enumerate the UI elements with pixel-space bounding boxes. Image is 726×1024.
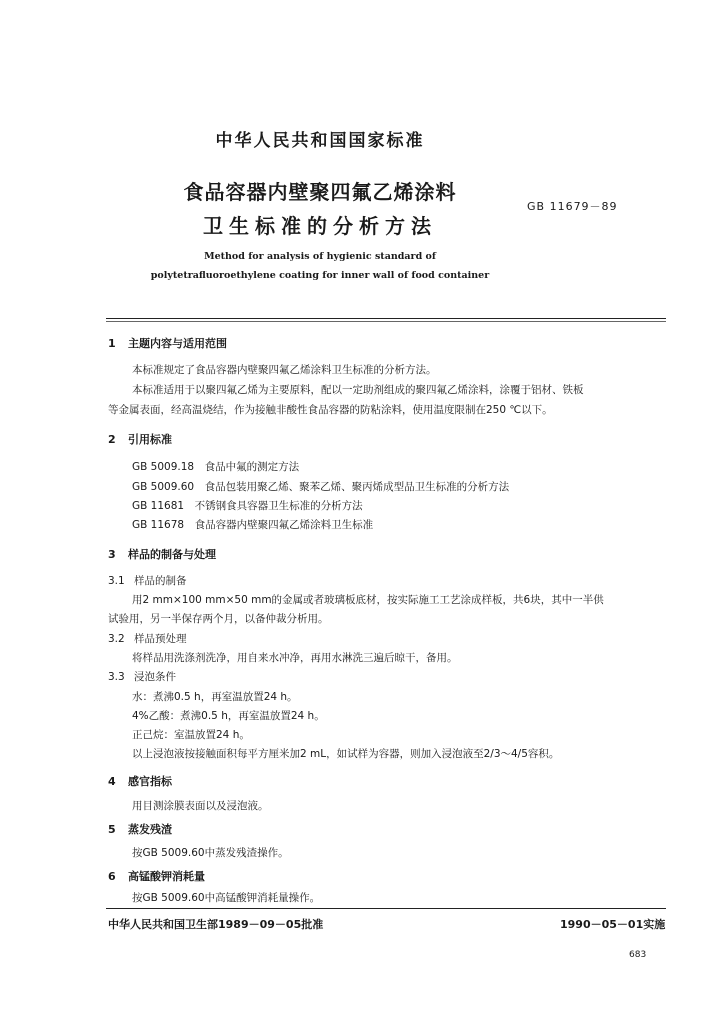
reference-item: GB 5009.60 食品包装用聚乙烯、聚苯乙烯、聚丙烯成型品卫生标准的分析方法 [132, 481, 510, 493]
section-1-paragraph: 本标准规定了食品容器内壁聚四氟乙烯涂料卫生标准的分析方法。 [132, 364, 437, 376]
section-title: 引用标准 [128, 433, 172, 446]
subsection-3-2-heading [108, 631, 187, 646]
subsection-3-3-text: 4%乙酸：煮沸0.5 h，再室温放置24 h。 [132, 710, 325, 722]
header-divider [106, 318, 666, 319]
section-number: 4 [108, 775, 116, 788]
document-title-line2: 卫生标准的分析方法 [203, 214, 437, 238]
english-title-line2: polytetrafluoroethylene coating for inner wall of food container [150, 270, 490, 281]
header-divider-secondary [106, 321, 666, 322]
subsection-number: 3.2 [108, 633, 125, 645]
subsection-3-1-heading [108, 573, 187, 588]
section-number: 5 [108, 823, 116, 836]
section-6-text: 按GB 5009.60中高锰酸钾消耗量操作。 [132, 892, 321, 904]
standard-number: GB 11679－89 [527, 200, 618, 213]
section-4-text: 用目测涂膜表面以及浸泡液。 [132, 800, 269, 812]
subsection-3-1-text: 用2 mm×100 mm×50 mm的金属或者玻璃板底材，按实际施工工艺涂成样板，共6块，其中一半供 [132, 594, 604, 606]
subsection-3-3-text: 正己烷：室温放置24 h。 [132, 729, 250, 741]
subsection-title: 样品预处理 [134, 633, 187, 645]
section-title: 感官指标 [128, 775, 172, 788]
section-5-heading [108, 821, 172, 837]
english-title-line1: Method for analysis of hygienic standard of [204, 251, 436, 262]
subsection-3-3-heading [108, 669, 176, 684]
page-number: 683 [629, 950, 647, 960]
subsection-number: 3.1 [108, 575, 125, 587]
section-3-heading [108, 546, 216, 562]
reference-item: GB 5009.18 食品中氟的测定方法 [132, 461, 300, 473]
section-title: 蒸发残渣 [128, 823, 172, 836]
section-1-heading [108, 335, 227, 351]
section-1-paragraph: 等金属表面，经高温烧结，作为接触非酸性食品容器的防粘涂料，使用温度限制在250 ℃以下。 [108, 404, 553, 416]
approval-line: 中华人民共和国卫生部1989－09－05批准 [108, 918, 324, 931]
reference-item: GB 11681 不锈钢食具容器卫生标准的分析方法 [132, 500, 363, 512]
footer-divider [106, 908, 666, 909]
section-5-text: 按GB 5009.60中蒸发残渣操作。 [132, 847, 289, 859]
section-title: 高锰酸钾消耗量 [128, 870, 205, 883]
section-2-heading [108, 431, 172, 447]
reference-item: GB 11678 食品容器内壁聚四氟乙烯涂料卫生标准 [132, 519, 374, 531]
section-number: 3 [108, 548, 116, 561]
subsection-3-3-text: 以上浸泡液按接触面积每平方厘米加2 mL，如试样为容器，则加入浸泡液至2/3～4/5容积。 [132, 748, 560, 760]
section-number: 1 [108, 337, 116, 350]
document-title-line1: 食品容器内壁聚四氟乙烯涂料 [183, 180, 457, 204]
section-4-heading [108, 773, 172, 789]
section-title: 样品的制备与处理 [128, 548, 216, 561]
subsection-title: 浸泡条件 [134, 671, 176, 683]
subsection-3-2-text: 将样品用洗涤剂洗净，用自来水冲净，再用水淋洗三遍后晾干，备用。 [132, 652, 458, 664]
subsection-3-1-text: 试验用，另一半保存两个月，以备仲裁分析用。 [108, 613, 329, 625]
section-title: 主题内容与适用范围 [128, 337, 227, 350]
section-number: 2 [108, 433, 116, 446]
section-1-paragraph: 本标准适用于以聚四氟乙烯为主要原料，配以一定助剂组成的聚四氟乙烯涂料，涂覆于铝材、铁板 [132, 384, 584, 396]
national-standard-heading: 中华人民共和国国家标准 [215, 131, 425, 151]
implementation-date: 1990－05－01实施 [560, 918, 666, 931]
section-6-heading [108, 868, 205, 884]
subsection-3-3-text: 水：煮沸0.5 h，再室温放置24 h。 [132, 691, 298, 703]
subsection-number: 3.3 [108, 671, 125, 683]
section-number: 6 [108, 870, 116, 883]
subsection-title: 样品的制备 [134, 575, 187, 587]
